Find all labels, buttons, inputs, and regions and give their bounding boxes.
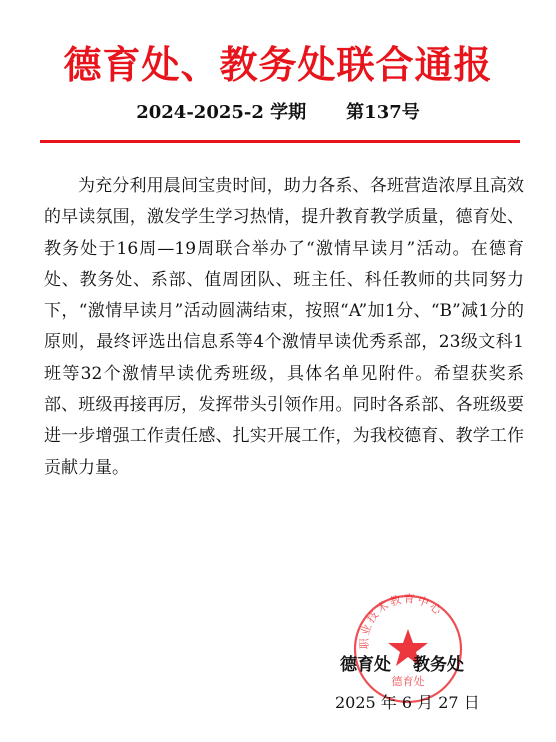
header-divider [40, 140, 520, 143]
term-label: 2024-2025-2 学期 [136, 102, 307, 123]
body-paragraph: 为充分利用晨间宝贵时间，助力各系、各班营造浓厚且高效的早读氛围，激发学生学习热情，提升教育教学质量，德育处、教务处于16周—19周联合举办了“激情早读月”活动。在德育处、教务处、系部、值周团队、班主任、科任教师的共同努力下，“激情早读月”活动圆满结束，按照“A”加1分、“B”减1分的原则，最终评选出信息系等4个激情早读优秀系部，23级文科1班等32个激情早读优秀班级，具体名单见附件。希望获奖系部、班级再接再厉，发挥带头引领作用。同时各系部、各班级要进一步增强工作责任感、扎实开展工作，为我校德育、教学工作贡献力量。 [44, 176, 524, 478]
signature-dept-moral: 德育处 [340, 655, 391, 675]
seal-ring-text: 职业技术教育中心 [357, 593, 446, 650]
issue-date: 2025 年 6 月 27 日 [335, 693, 480, 712]
official-seal-icon [352, 593, 464, 705]
seal-center-text: 德育处 [391, 675, 425, 688]
document-title: 德育处、教务处联合通报 [63, 42, 493, 87]
issue-line [0, 98, 556, 124]
signature-dept-academic: 教务处 [413, 655, 464, 675]
signature-line [340, 650, 540, 675]
issue-number: 第137号 [346, 102, 420, 123]
